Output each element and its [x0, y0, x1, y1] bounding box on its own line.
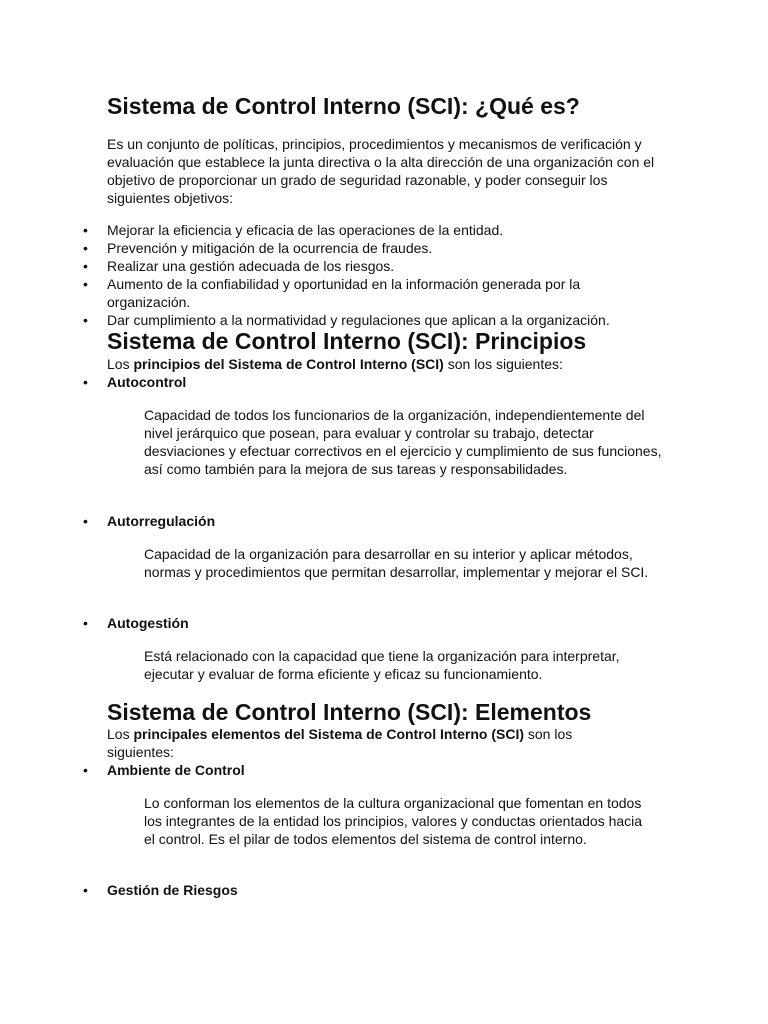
- bullet-icon: •: [83, 258, 88, 274]
- principle-title: Autocontrol: [107, 374, 187, 390]
- principles-intro: Los principios del Sistema de Control Interno (SCI) son los siguientes:: [107, 356, 563, 372]
- principle-description: Está relacionado con la capacidad que tiene la organización para interpretar, ejecutar y evaluar de forma eficiente y eficaz su funcionamiento.: [144, 648, 620, 682]
- bullet-icon: •: [83, 222, 88, 238]
- bullet-icon: •: [83, 615, 88, 631]
- list-item: • Realizar una gestión adecuada de los riesgos.: [83, 258, 395, 274]
- element-title: Ambiente de Control: [107, 762, 245, 778]
- principle-description: Capacidad de la organización para desarrollar en su interior y aplicar métodos, normas y procedimientos que permitan desarrollar, implementar y mejorar el SCI.: [144, 546, 649, 580]
- bullet-icon: •: [83, 240, 88, 256]
- list-item: • Mejorar la eficiencia y eficacia de las operaciones de la entidad.: [83, 222, 504, 238]
- elements-intro: Los principales elementos del Sistema de Control Interno (SCI) son los siguientes:: [107, 726, 573, 760]
- bullet-icon: •: [83, 513, 88, 529]
- list-item: • Dar cumplimiento a la normatividad y regulaciones que aplican a la organización.: [83, 312, 610, 328]
- list-item: • Aumento de la confiabilidad y oportunidad en la información generada por la organización.: [83, 276, 581, 310]
- objectives-list: [0, 221, 700, 329]
- bullet-icon: •: [83, 882, 88, 898]
- bullet-icon: •: [83, 276, 88, 292]
- element-description: Lo conforman los elementos de la cultura organizacional que fomentan en todos los integrantes de la entidad los principios, valores y conductas orientados hacia el control. Es el pilar de todos elementos del sistema de control interno.: [144, 795, 643, 847]
- bullet-icon: •: [83, 374, 88, 390]
- section-heading-principios: Sistema de Control Interno (SCI): Principios: [107, 328, 587, 354]
- intro-paragraph: Es un conjunto de políticas, principios, procedimientos y mecanismos de verificación y evaluación que establece la junta directiva o la alta dirección de una organización con el objetivo de proporcionar un grado de seguridad razonable, y poder conseguir los siguientes objetivos:: [107, 136, 655, 206]
- list-item: • Prevención y mitigación de la ocurrencia de fraudes.: [83, 240, 433, 256]
- section-heading-elementos: Sistema de Control Interno (SCI): Elementos: [107, 699, 592, 725]
- section-heading-que-es: Sistema de Control Interno (SCI): ¿Qué es?: [107, 93, 580, 119]
- bullet-icon: •: [83, 312, 88, 328]
- bullet-icon: •: [83, 762, 88, 778]
- principle-description: Capacidad de todos los funcionarios de la organización, independientemente del nivel jerárquico que posean, para evaluar y controlar su trabajo, detectar desviaciones y efectuar correctivos en el ejercicio y cumplimiento de sus funciones, así como también para la mejora de sus tareas y responsabilidades.: [144, 407, 662, 477]
- principle-title: Autogestión: [107, 615, 189, 631]
- element-title: Gestión de Riesgos: [107, 882, 238, 898]
- principle-title: Autorregulación: [107, 513, 216, 529]
